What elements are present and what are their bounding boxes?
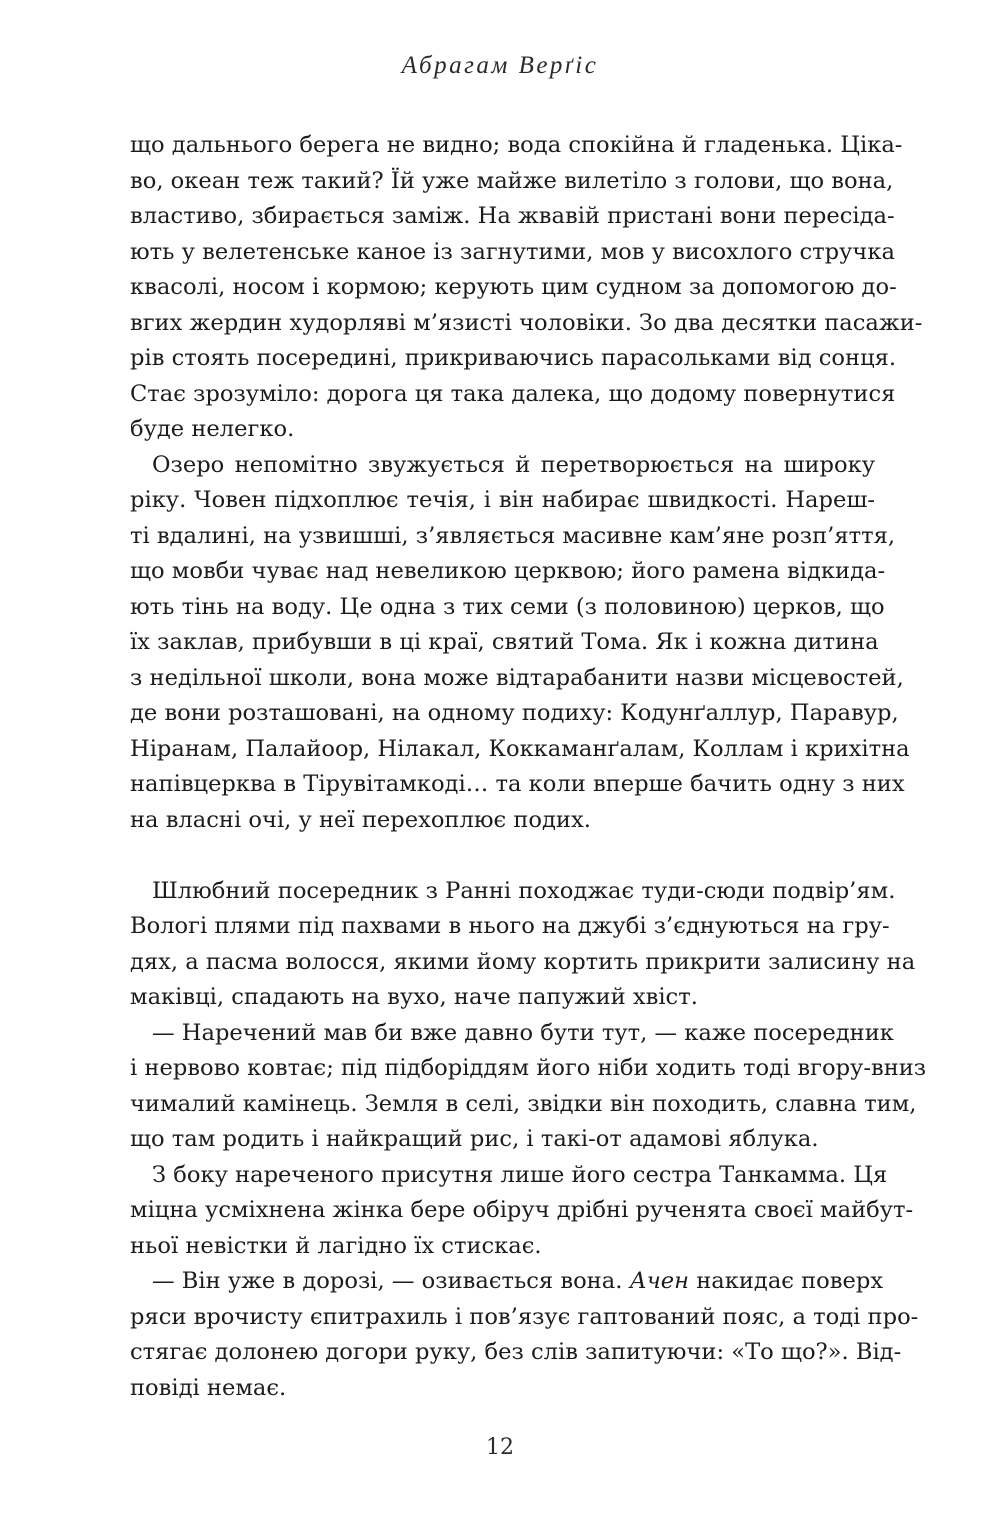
text-line: що мовби чуває над невеликою церквою; його рамена відкида- xyxy=(130,558,886,584)
text-line: ті вдалині, на узвишші, з’являється масивне кам’яне розп’яття, xyxy=(130,522,896,549)
text-line: — Наречений мав би вже давно бути тут, — каже посередник xyxy=(152,1019,894,1046)
text-line: Вологі плями під пахвами в нього на джубі з’єднуються на гру- xyxy=(130,913,890,939)
text-line: ють тінь на воду. Це одна з тих семи (з половиною) церков, що xyxy=(130,593,885,620)
text-segment: — Він уже в дорозі, — озивається вона. xyxy=(152,1268,630,1294)
body-text xyxy=(130,128,927,1406)
text-line: і нервово ковтає; під підборіддям його ніби ходить тоді вгору-вниз xyxy=(130,1055,927,1081)
text-line: маківці, спадають на вухо, наче папужий хвіст. xyxy=(130,984,698,1010)
text-line: квасолі, носом і кормою; керують цим судном за допомогою до- xyxy=(130,274,897,300)
text-line: напівцерква в Тірувітамкоді… та коли вперше бачить одну з них xyxy=(130,771,905,797)
text-line: З боку нареченого присутня лише його сестра Танкамма. Ця xyxy=(152,1161,888,1188)
text-line: повіді немає. xyxy=(130,1374,287,1401)
text-line: стягає долонею догори руку, без слів запитуючи: «То що?». Від- xyxy=(130,1339,902,1365)
text-line: властиво, збирається заміж. На жвавій пристані вони пересіда- xyxy=(130,203,895,229)
text-line: з недільної школи, вона може відтарабанити назви місцевостей, xyxy=(130,664,904,691)
text-line: де вони розташовані, на одному подиху: Кодунґаллур, Паравур, xyxy=(130,700,899,726)
running-head-author: Абрагам Верґіс xyxy=(401,52,599,79)
text-line: що там родить і найкращий рис, і такі-от адамові яблука. xyxy=(130,1126,819,1152)
text-line: Ніранам, Палайоор, Нілакал, Коккаманґалам, Коллам і крихітна xyxy=(130,735,910,762)
page-number: 12 xyxy=(486,1435,514,1460)
text-line: ріку. Човен підхоплює течія, і він набирає швидкості. Нареш- xyxy=(130,487,875,513)
text-line: їх заклав, прибувши в ці краї, святий Тома. Як і кожна дитина xyxy=(130,629,879,655)
text-line: на власні очі, у неї перехоплює подих. xyxy=(130,806,591,833)
text-line: рів стоять посередині, прикриваючись парасольками від сонця. xyxy=(130,345,897,371)
text-line: Шлюбний посередник з Ранні походжає туди-сюди подвір’ям. xyxy=(152,877,896,904)
text-line: що дальнього берега не видно; вода спокійна й гладенька. Ціка- xyxy=(130,132,903,158)
text-line: Озеро непомітно звужується й перетворюється на широку xyxy=(152,451,875,478)
text-line-with-italic xyxy=(130,1264,884,1300)
text-line: дях, а пасма волосся, якими йому кортить прикрити залисину на xyxy=(130,948,916,975)
text-line: ють у велетенське каное із загнутими, мов у висохлого стручка xyxy=(130,238,895,265)
text-line: буде нелегко. xyxy=(130,416,295,442)
text-line: Стає зрозуміло: дорога ця така далека, що додому повернутися xyxy=(130,380,896,407)
text-line: во, океан теж такий? Їй уже майже вилетіло з голови, що вона, xyxy=(130,167,894,194)
italic-word: Ачен xyxy=(629,1268,690,1294)
text-line: міцна усміхнена жінка бере обіруч дрібні рученята своєї майбут- xyxy=(130,1197,914,1223)
section-break xyxy=(130,838,875,874)
text-line: чималий камінець. Земля в селі, звідки він походить, славна тим, xyxy=(130,1090,917,1117)
text-line: вгих жердин худорляві м’язисті чоловіки. Зо два десятки пасажи- xyxy=(130,309,923,336)
text-line: ряси врочисту єпитрахиль і пов’язує гаптований пояс, а тоді про- xyxy=(130,1303,919,1330)
text-segment: накидає поверх xyxy=(689,1268,884,1294)
text-line: ньої невістки й лагідно їх стискає. xyxy=(130,1232,542,1259)
